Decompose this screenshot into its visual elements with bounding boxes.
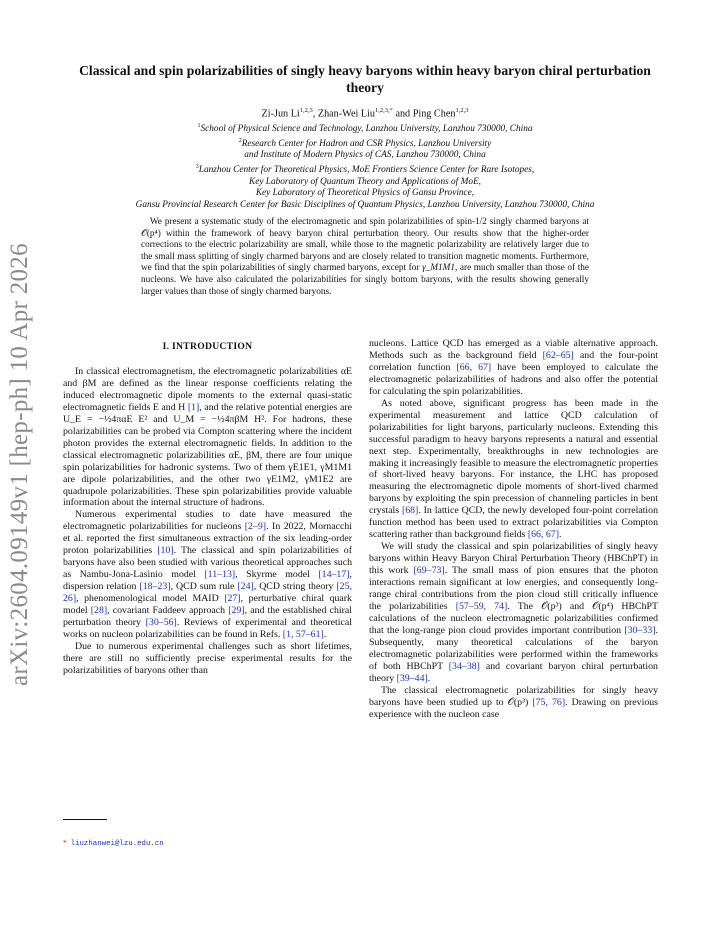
corresponding-author-link[interactable]: * bbox=[389, 107, 393, 114]
affiliation-text: School of Physical Science and Technology, Lanzhou University, Lanzhou 730000, China bbox=[200, 124, 533, 135]
citation-link[interactable]: [29] bbox=[228, 605, 245, 617]
paragraph bbox=[369, 398, 658, 541]
affiliation-line: Key Laboratory of Quantum Theory and Applications of MoE, bbox=[249, 176, 481, 187]
affiliation-line bbox=[40, 121, 690, 136]
citation-link[interactable]: [66, 67] bbox=[527, 529, 559, 541]
paragraph: Due to numerous experimental challenges such as short lifetimes, there are still no sufficiently precise experimental results for the polarizabilities of baryons other than bbox=[63, 640, 352, 676]
citation-link[interactable]: [30–56] bbox=[145, 617, 177, 629]
paragraph-text: The classical electromagnetic polarizabilities for singly heavy baryons have been studied up to 𝒪(p³) bbox=[369, 684, 658, 708]
citation-link[interactable]: [18–23] bbox=[139, 581, 171, 593]
paragraph-text: and covariant baryon chiral perturbation theory bbox=[369, 660, 658, 684]
citation-link[interactable]: [24] bbox=[237, 581, 254, 593]
paragraph-text: . Subsequently, many theoretical calculations of the baryon electromagnetic polarizabilities were performed within the frameworks of both HBChPT bbox=[369, 624, 658, 672]
paragraph-text: . bbox=[558, 529, 562, 541]
citation-link[interactable]: [57–59, 74] bbox=[455, 600, 508, 612]
paragraph-text: . In lattice QCD, the newly developed four-point correlation function method has been used to extract polarizabilities via Compton scattering rather than background fields bbox=[369, 505, 659, 541]
paragraph-text: , Skyrme model bbox=[235, 569, 319, 581]
paragraph-text: We will study the classical and spin polarizabilities of singly heavy baryons within Heavy Baryon Chiral Perturbation Theory (HBChPT) in this work bbox=[369, 541, 658, 577]
paragraph-text: In classical electromagnetism, the electromagnetic polarizabilities αE and βM are defined as the linear response coefficients relating the induced electromagnetic dipole moments to the external quasi-static electromagnetic fields E and H bbox=[63, 366, 352, 413]
paragraph-text: , QCD string theory bbox=[253, 581, 337, 593]
author-affiliation-marker: 1,2,3 bbox=[299, 107, 313, 114]
citation-link[interactable]: [25, 26] bbox=[63, 581, 352, 605]
affiliation-line: Key Laboratory of Theoretical Physics of Gansu Province, bbox=[255, 188, 475, 199]
citation-link[interactable]: [27] bbox=[224, 593, 241, 605]
abstract-text: , are much smaller than those of the nucleons. We have also calculated the polarizabilities for singly bottom baryons, with the results showing generally larger values than those of singly charmed baryons. bbox=[141, 263, 589, 297]
paragraph-text: nucleons. Lattice QCD has emerged as a viable alternative approach. Methods such as the background field bbox=[369, 338, 658, 361]
affiliation-number: 2 bbox=[238, 137, 242, 144]
citation-link[interactable]: [1, 57–61] bbox=[282, 628, 324, 640]
affiliation-text: Lanzhou Center for Theoretical Physics, MoE Frontiers Science Center for Rare Isotopes, bbox=[198, 165, 535, 176]
affiliation-number: 1 bbox=[197, 123, 201, 129]
paragraph-text: . The small mass of pion ensures that the photon interactions remain significant at low energies, and consequently long-range chiral contributions from the pion cloud still critically influence the polarizabilities bbox=[369, 565, 658, 612]
abstract-text: within the framework of heavy baryon chiral perturbation theory. Our results show that the higher-order corrections to the electric polarizability are small, while those to the magnetic polarizability are relatively larger due to the small mass splitting of singly charmed baryons and are closely related to transition magnetic moments. Furthermore, we find that the spin polarizabilities of singly charmed baryons, except for bbox=[141, 228, 589, 274]
citation-link[interactable]: [2–9] bbox=[244, 521, 267, 533]
author-name: Zi-Jun Li bbox=[261, 108, 300, 120]
footnote-mark: * bbox=[63, 838, 67, 847]
paragraph-text: . bbox=[427, 672, 431, 684]
paragraph-text: . bbox=[323, 628, 327, 640]
citation-link[interactable]: [11–13] bbox=[204, 569, 236, 581]
affiliations bbox=[40, 121, 690, 211]
paragraph-text: , and the established chiral perturbation theory bbox=[63, 605, 352, 629]
author-list bbox=[60, 104, 670, 120]
citation-link[interactable]: [66, 67] bbox=[456, 361, 492, 373]
paragraph-text: , covariant Faddeev approach bbox=[107, 605, 229, 617]
abstract bbox=[141, 217, 589, 298]
left-column bbox=[63, 366, 352, 677]
citation-link[interactable]: [30–33] bbox=[624, 624, 656, 636]
affiliation-line: and Institute of Modern Physics of CAS, Lanzhou 730000, China bbox=[244, 150, 486, 161]
paragraph-text: and the four-point correlation function bbox=[369, 349, 658, 373]
math-inline: 𝒪(p⁴) bbox=[141, 228, 161, 239]
citation-link[interactable]: [69–73] bbox=[413, 565, 445, 577]
paragraph-text: , phenomenological model MAID bbox=[76, 593, 225, 605]
paragraph-text: , dispersion relation bbox=[63, 569, 353, 593]
abstract-text: We present a systematic study of the electromagnetic and spin polarizabilities of spin-1/2 singly charmed baryons at bbox=[149, 217, 590, 227]
footnote bbox=[63, 838, 164, 848]
author-separator: , bbox=[312, 108, 318, 120]
affiliation-number: 3 bbox=[195, 163, 199, 170]
author-affiliation-marker bbox=[375, 107, 393, 114]
citation-link[interactable]: [10] bbox=[157, 545, 174, 557]
citation-link[interactable]: [28] bbox=[90, 605, 108, 617]
paragraph-text: , QCD sum rule bbox=[170, 581, 238, 593]
paragraph-text: . The classical and spin polarizabilities of baryons have also been studied with various theoretical approaches such as Nambu-Jona-Lasinio model bbox=[63, 545, 352, 581]
right-column bbox=[369, 338, 658, 721]
footnote-divider bbox=[63, 819, 107, 820]
paragraph bbox=[63, 509, 352, 640]
paragraph-text: , perturbative chiral quark model bbox=[63, 593, 352, 617]
author-name: Zhan-Wei Liu bbox=[317, 108, 376, 120]
paragraph-text: . The 𝒪(p³) and 𝒪(p⁴) HBChPT calculations of the nucleon electromagnetic polarizabilities confirmed that the long-range pion cloud provides important contribution bbox=[369, 600, 659, 636]
author-name: Ping Chen bbox=[412, 108, 456, 120]
citation-link[interactable]: [1] bbox=[187, 401, 200, 413]
paper-title: Classical and spin polarizabilities of singly heavy baryons within heavy baryon chiral perturbation theory bbox=[79, 63, 651, 95]
paragraph-text: have been employed to calculate the electromagnetic polarizabilities of hadrons and also offer the potential for calculating the spin polarizabilities. bbox=[369, 361, 658, 397]
affiliation-text: Research Center for Hadron and CSR Physics, Lanzhou University bbox=[241, 138, 492, 149]
paragraph bbox=[63, 366, 352, 509]
paragraph bbox=[369, 541, 658, 684]
paragraph-text: . Drawing on previous experience with the nucleon case bbox=[369, 696, 658, 720]
paragraph-text: . In 2022, Mornacchi et al. reported the first simultaneous extraction of the six leading-order proton polarizabilities bbox=[63, 521, 352, 557]
paragraph-text: As noted above, significant progress has been made in the experimental measurement and lattice QCD calculation of polarizabilities for light baryons, particularly nucleons. Extending this successful paradigm to heavy baryons represents a natural and essential next step. Experimentally, breakthroughs in new technologies are making it increasingly feasible to measure the electromagnetic properties of short-lived heavy baryons. For instance, the LHC has proposed measuring the electromagnetic dipole moments of short-lived charmed baryons by exploiting the spin precession of channeling particles in bent crystals bbox=[369, 397, 658, 517]
affiliation-numbers: 1,2,3, bbox=[375, 107, 390, 114]
citation-link[interactable]: [75, 76] bbox=[532, 696, 566, 708]
paragraph-text: , and the relative potential energies are U_E = −½4παE E² and U_M = −½4πβM H². For hadrons, these polarizabilities can be probed via Compton scattering where the incident photon provides the external electromagnetic fields. In addition to the classical electromagnetic polarizabilities αE, βM, there are four unique spin polarizabilities for hadronic systems. Two of them γE1E1, γM1M1 are dipole polarizabilities, and the other two γE1M2, γM1E2 are quadrupole polarizabilities. These spin polarizabilities provide valuable information about the internal structure of hadrons. bbox=[63, 401, 352, 509]
section-heading: I. INTRODUCTION bbox=[162, 341, 253, 352]
author-affiliation-marker: 1,2,3 bbox=[455, 107, 469, 114]
paragraph-text: Numerous experimental studies to date have measured the electromagnetic polarizabilities for nucleons bbox=[63, 509, 352, 533]
author-separator: and bbox=[392, 108, 413, 120]
paragraph bbox=[369, 338, 658, 398]
affiliation-line: Gansu Provincial Research Center for Basic Disciplines of Quantum Physics, Lanzhou University, Lanzhou 730000, China bbox=[135, 199, 595, 210]
math-inline: γ_M1M1 bbox=[422, 263, 455, 274]
citation-link[interactable]: [62–65] bbox=[542, 349, 574, 361]
affiliation-line bbox=[40, 162, 690, 177]
citation-link[interactable]: [39–44] bbox=[396, 672, 428, 684]
citation-link[interactable]: [68] bbox=[401, 505, 419, 517]
paragraph bbox=[369, 685, 658, 721]
email-link[interactable]: liuzhanwei@lzu.edu.cn bbox=[70, 840, 164, 848]
citation-link[interactable]: [14–17] bbox=[318, 569, 350, 581]
affiliation-line bbox=[40, 136, 690, 151]
paragraph-text: . Reviews of experimental and theoretical works on nucleon polarizabilities can be found in Refs. bbox=[63, 617, 352, 640]
citation-link[interactable]: [34–38] bbox=[448, 660, 480, 672]
arxiv-identifier: arXiv:2604.09149v1 [hep-ph] 10 Apr 2026 bbox=[6, 243, 33, 686]
